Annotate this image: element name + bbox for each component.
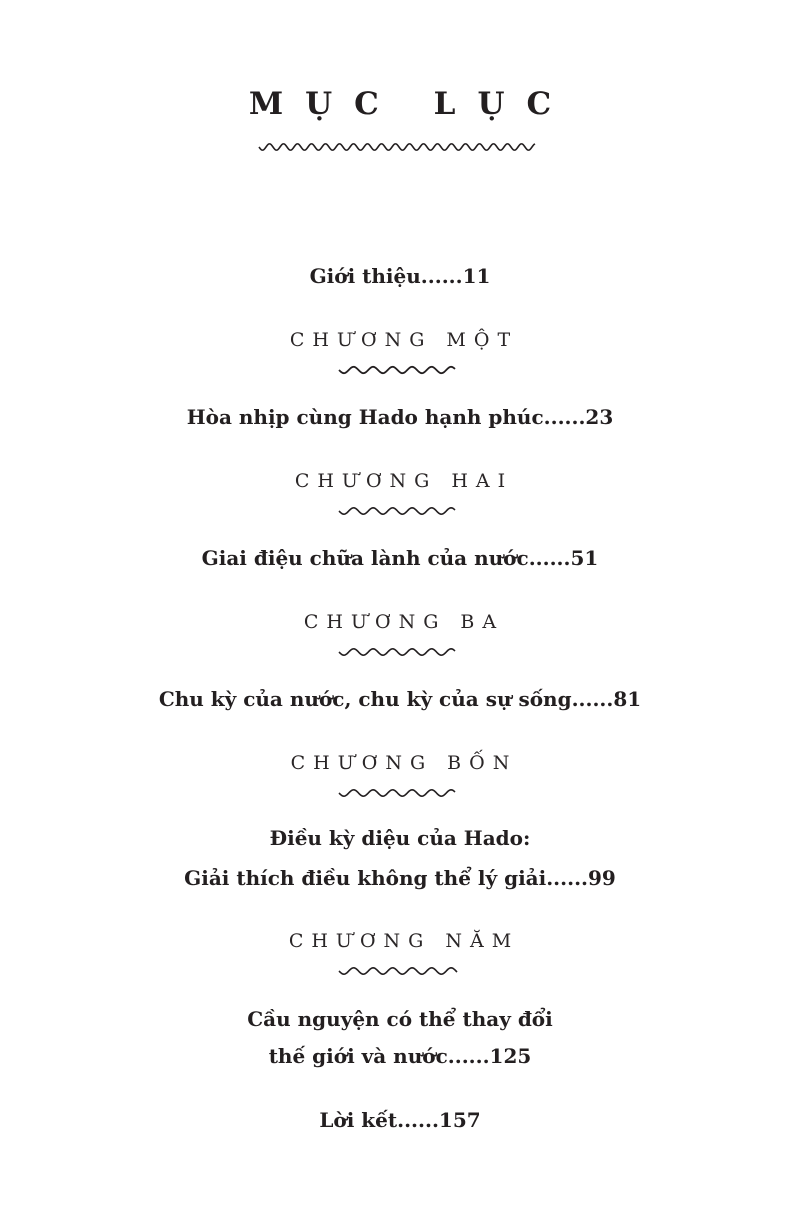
toc-entry-chapter-four-line2: Giải thích điều không thể lý giải......99 xyxy=(184,866,616,890)
chapter-four-wave-path xyxy=(339,790,455,796)
chapter-five-wave-divider xyxy=(338,965,458,977)
toc-entry-chapter-two: Giai điệu chữa lành của nước......51 xyxy=(201,546,599,570)
chapter-heading-five: CHƯƠNG NĂM xyxy=(288,930,520,952)
title-wave-path xyxy=(259,144,535,150)
toc-entry-chapter-one: Hòa nhịp cùng Hado hạnh phúc......23 xyxy=(186,405,614,429)
chapter-heading-four: CHƯƠNG BỐN xyxy=(290,752,518,774)
chapter-four-wave-divider xyxy=(338,787,456,799)
chapter-one-wave-path xyxy=(339,367,455,373)
chapter-heading-three: CHƯƠNG BA xyxy=(303,611,505,633)
toc-entry-intro: Giới thiệu......11 xyxy=(309,264,491,288)
page-title: MỤC LỤC xyxy=(248,86,574,122)
chapter-heading-two: CHƯƠNG HAI xyxy=(294,470,514,492)
chapter-two-wave-path xyxy=(339,508,455,514)
chapter-five-wave-path xyxy=(339,968,457,974)
chapter-two-wave-divider xyxy=(338,505,456,517)
chapter-three-wave-divider xyxy=(338,646,456,658)
chapter-three-wave-path xyxy=(339,649,455,655)
toc-entry-chapter-five-line1: Cầu nguyện có thể thay đổi xyxy=(247,1007,553,1031)
title-wave-divider xyxy=(258,141,536,153)
toc-entry-chapter-four-line1: Điều kỳ diệu của Hado: xyxy=(269,826,531,850)
chapter-heading-one: CHƯƠNG MỘT xyxy=(289,329,519,351)
toc-entry-outro: Lời kết......157 xyxy=(319,1108,481,1132)
toc-entry-chapter-three: Chu kỳ của nước, chu kỳ của sự sống......81 xyxy=(158,687,642,711)
chapter-one-wave-divider xyxy=(338,364,456,376)
toc-entry-chapter-five-line2: thế giới và nước......125 xyxy=(268,1044,532,1068)
